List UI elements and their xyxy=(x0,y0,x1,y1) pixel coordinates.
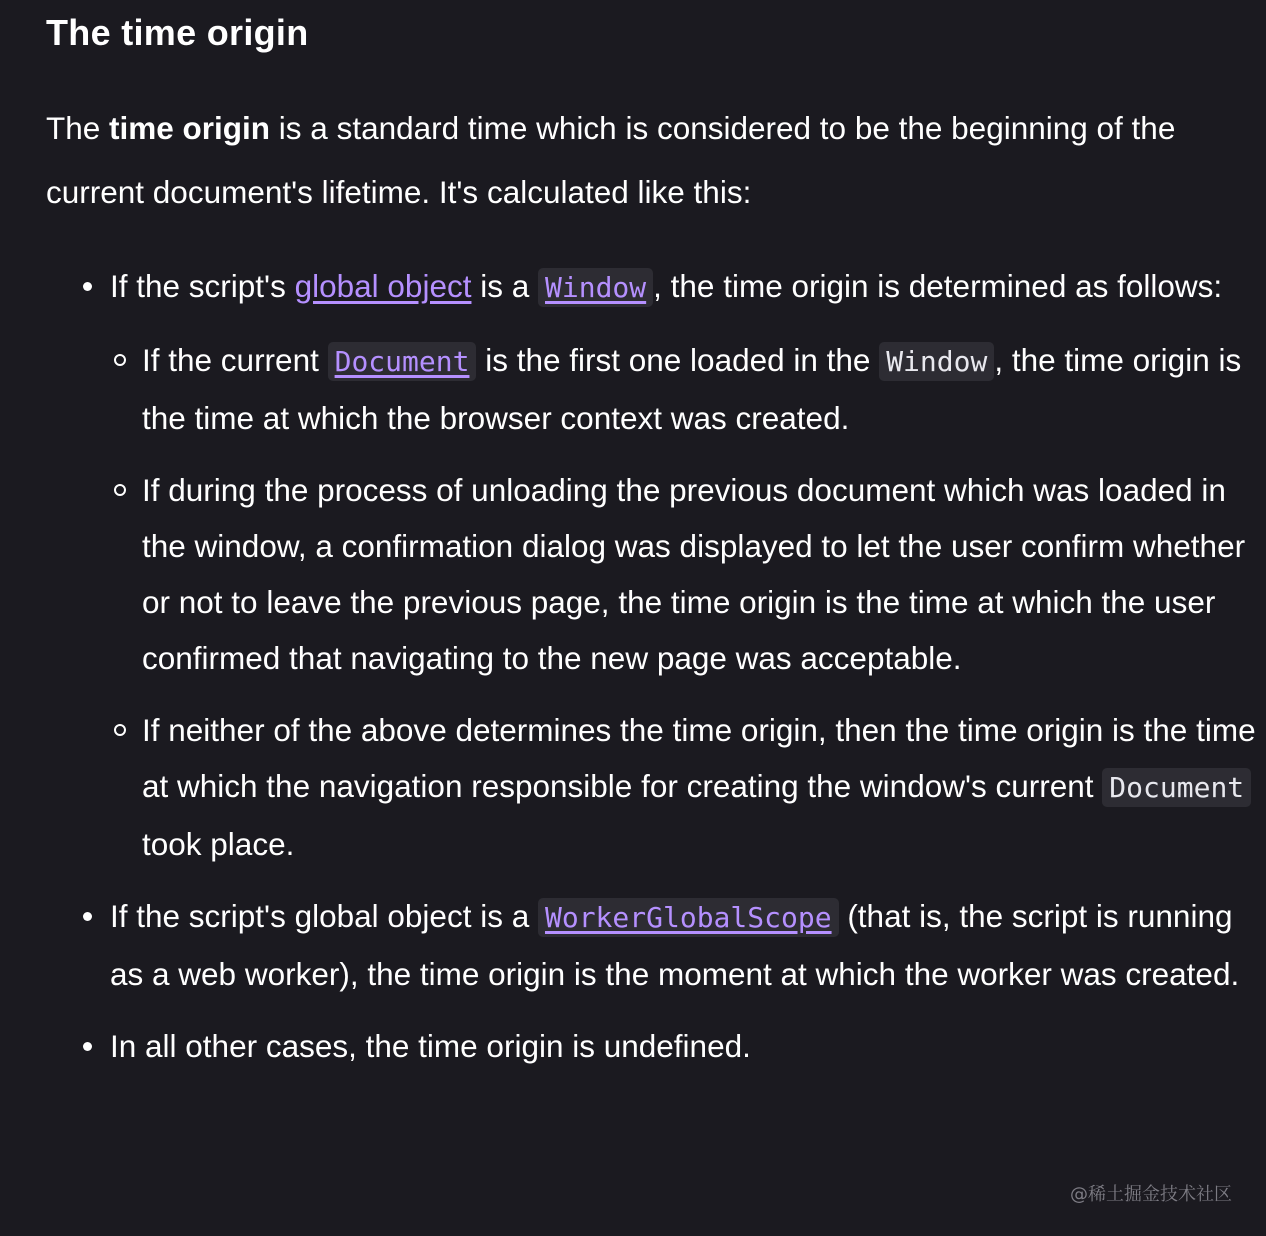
intro-text-1: The xyxy=(46,110,110,146)
sub-3-text-2: took place. xyxy=(142,826,295,862)
list-item-worker xyxy=(46,888,1260,1002)
document-link[interactable] xyxy=(328,342,477,378)
sublist-item-first-document xyxy=(110,332,1260,446)
document-code-inline: Document xyxy=(1102,768,1251,807)
bullet-3-text: In all other cases, the time origin is undefined. xyxy=(110,1028,751,1064)
rules-list xyxy=(46,258,1260,1074)
list-item-window xyxy=(46,258,1260,872)
intro-bold-term: time origin xyxy=(109,110,271,146)
article xyxy=(46,0,1260,1090)
list-item-other xyxy=(46,1018,1260,1074)
window-code: Window xyxy=(538,268,653,307)
sub-3-text-1: If neither of the above determines the time origin, then the time origin is the time at which the navigation responsible for creating the window's current xyxy=(142,712,1256,804)
bullet-1-text-1: If the script's xyxy=(110,268,295,304)
window-code-inline: Window xyxy=(879,342,994,381)
bullet-2-text-2: (that is, the script is running as a web worker), the time origin is the moment at which the worker was created. xyxy=(110,898,1240,992)
bullet-2-text-1: If the script's global object is a xyxy=(110,898,538,934)
sublist-item-navigation xyxy=(110,702,1260,872)
window-link[interactable] xyxy=(538,268,653,304)
watermark: @稀土掘金技术社区 xyxy=(1070,1184,1232,1205)
worker-global-scope-link[interactable] xyxy=(538,898,839,934)
global-object-link[interactable]: global object xyxy=(294,268,472,304)
worker-global-scope-code: WorkerGlobalScope xyxy=(538,898,839,937)
sublist-item-unload-dialog xyxy=(110,462,1260,686)
bullet-1-text-3: , the time origin is determined as follows: xyxy=(653,268,1223,304)
sub-1-text-3: , the time origin is the time at which the browser context was created. xyxy=(142,342,1242,436)
intro-text-2: is a standard time which is considered to be the beginning of the current document's lifetime. It's calculated like this: xyxy=(46,110,1176,210)
window-sublist xyxy=(110,332,1260,872)
document-code: Document xyxy=(328,342,477,381)
section-heading: The time origin xyxy=(46,12,309,53)
sub-2-text: If during the process of unloading the previous document which was loaded in the window, a confirmation dialog was displayed to let the user confirm whether or not to leave the previous page, the time origin is the time at which the user confirmed that navigating to the new page was acceptable. xyxy=(142,472,1246,676)
sub-1-text-1: If the current xyxy=(142,342,328,378)
intro-paragraph xyxy=(46,96,1216,224)
bullet-1-text-2: is a xyxy=(471,268,538,304)
sub-1-text-2: is the first one loaded in the xyxy=(476,342,880,378)
